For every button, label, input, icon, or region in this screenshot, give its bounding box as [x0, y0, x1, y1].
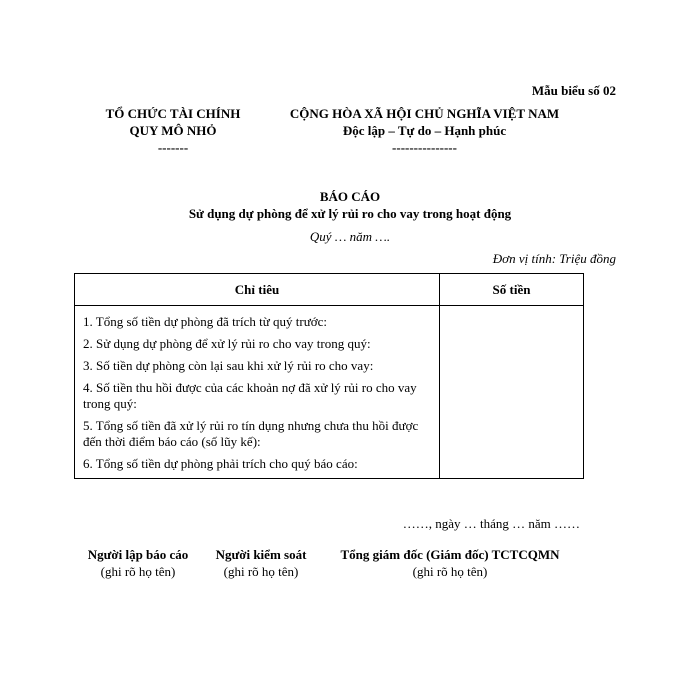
amount-cell — [440, 306, 584, 479]
signature-note: (ghi rõ họ tên) — [100, 564, 176, 579]
list-item: 5. Tổng số tiền đã xử lý rủi ro tín dụng nhưng chưa thu hồi được đến thời điểm báo cáo (số lũy kế): — [83, 418, 419, 449]
column-header-amount: Số tiền — [440, 274, 584, 306]
signature-title: Người kiểm soát — [215, 547, 307, 562]
column-header-indicator: Chỉ tiêu — [75, 274, 440, 306]
national-header — [272, 105, 577, 156]
list-item: 2. Sử dụng dự phòng để xử lý rủi ro cho vay trong quý: — [83, 336, 371, 351]
list-item: 1. Tổng số tiền dự phòng đã trích từ quý trước: — [83, 314, 328, 329]
signature-note: (ghi rõ họ tên) — [223, 564, 299, 579]
report-title: BÁO CÁO — [319, 189, 381, 204]
signature-title: Tổng giám đốc (Giám đốc) TCTCQMN — [340, 547, 560, 562]
org-name-line1: TỔ CHỨC TÀI CHÍNH — [105, 106, 241, 121]
report-subtitle: Sử dụng dự phòng để xử lý rủi ro cho vay trong hoạt động — [188, 206, 512, 221]
table-header-row — [75, 274, 584, 306]
org-name-line2: QUY MÔ NHỎ — [129, 123, 217, 138]
list-item: 4. Số tiền thu hồi được của các khoản nợ đã xử lý rủi ro cho vay trong quý: — [83, 380, 417, 411]
report-period: Quý … năm …. — [309, 229, 391, 244]
report-table — [74, 273, 584, 479]
signature-director — [330, 546, 570, 580]
org-divider: ------- — [157, 140, 189, 155]
report-heading — [0, 188, 700, 245]
table-row — [75, 306, 584, 479]
signature-controller — [205, 546, 317, 580]
organization-header — [88, 105, 258, 156]
indicator-cell — [75, 306, 440, 479]
signature-title: Người lập báo cáo — [87, 547, 189, 562]
unit-label: Đơn vị tính: Triệu đồng — [492, 251, 616, 266]
signature-preparer — [78, 546, 198, 580]
nation-divider: --------------- — [392, 140, 457, 155]
nation-name: CỘNG HÒA XÃ HỘI CHỦ NGHĨA VIỆT NAM — [289, 106, 560, 121]
date-line: ……, ngày … tháng … năm …… — [402, 516, 580, 531]
nation-motto: Độc lập – Tự do – Hạnh phúc — [342, 123, 507, 138]
form-number: Mẫu biểu số 02 — [531, 83, 616, 98]
list-item: 6. Tổng số tiền dự phòng phải trích cho quý báo cáo: — [83, 456, 358, 471]
signature-note: (ghi rõ họ tên) — [412, 564, 488, 579]
list-item: 3. Số tiền dự phòng còn lại sau khi xử lý rủi ro cho vay: — [83, 358, 374, 373]
